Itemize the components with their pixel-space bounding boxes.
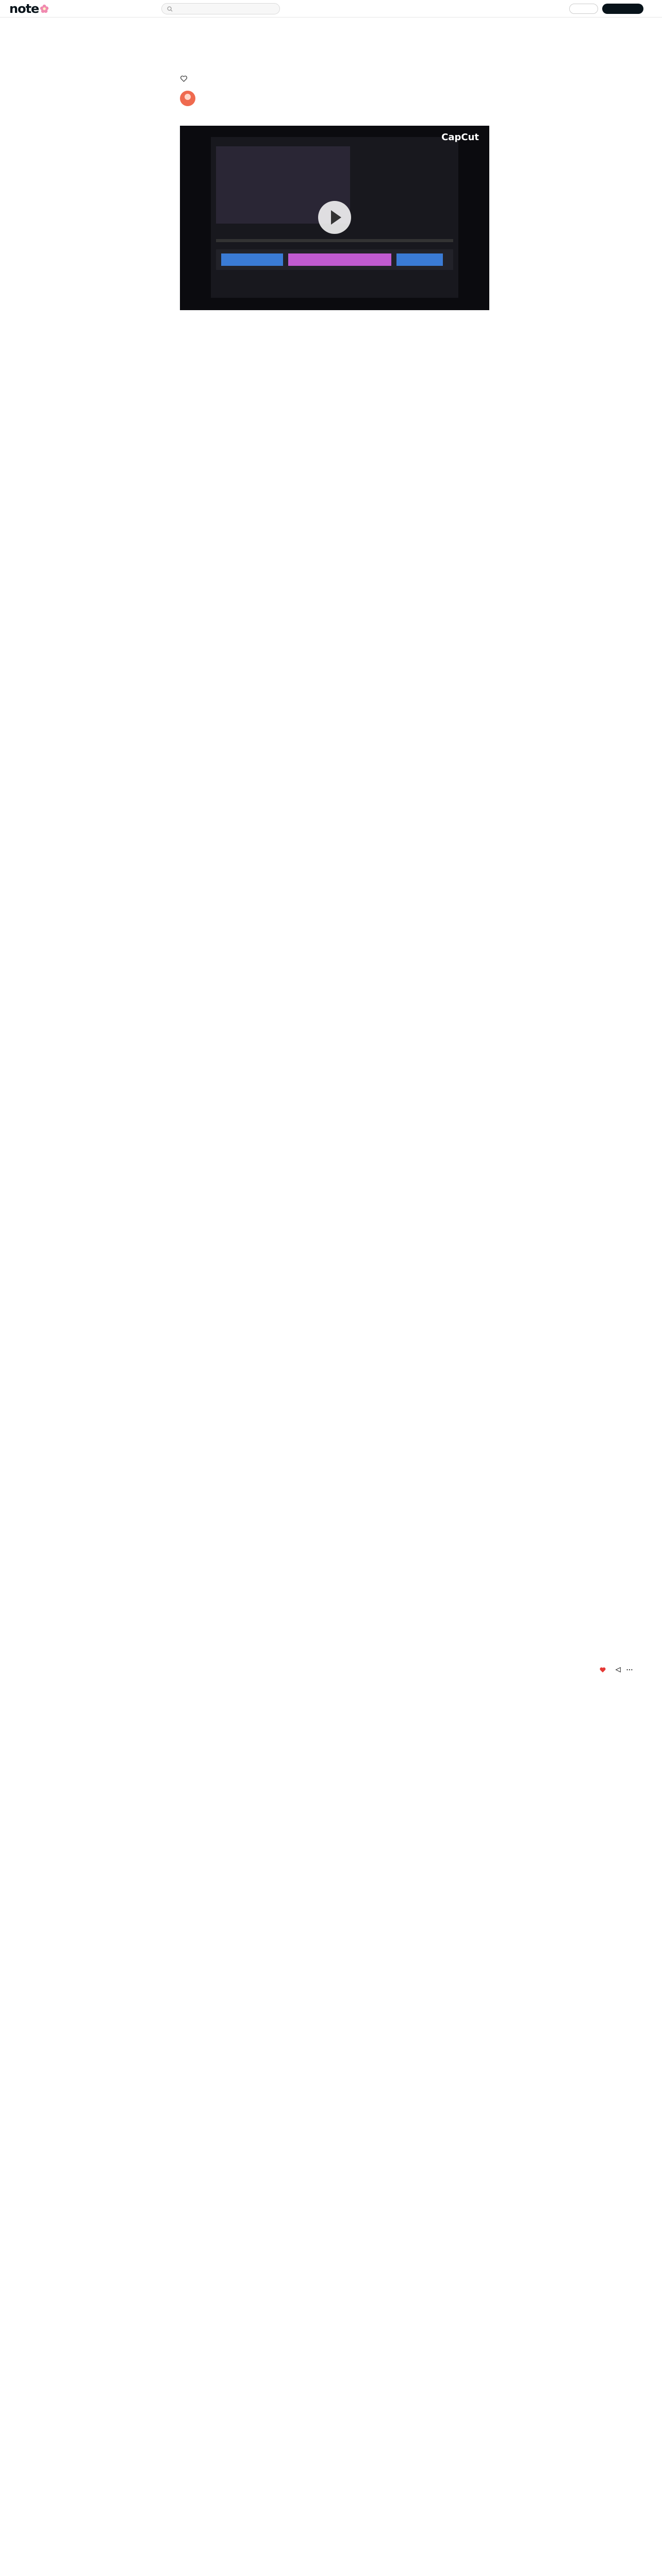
search-icon	[167, 6, 173, 12]
video-timeline	[216, 239, 453, 242]
search-box[interactable]	[161, 3, 280, 14]
login-button[interactable]	[569, 4, 598, 14]
cover-video[interactable]	[180, 126, 489, 310]
logo-text: note	[9, 2, 39, 16]
avatar[interactable]	[180, 91, 195, 106]
author-row	[180, 91, 489, 106]
more-icon[interactable]	[626, 1666, 633, 1673]
article	[180, 66, 489, 320]
heart-icon[interactable]	[180, 75, 188, 82]
signup-button[interactable]	[602, 4, 643, 14]
search-input[interactable]	[176, 6, 274, 12]
note-logo[interactable]	[9, 3, 49, 15]
share-icon[interactable]	[615, 1666, 622, 1673]
side-actions	[599, 1666, 633, 1673]
video-tracks	[216, 249, 453, 270]
play-icon[interactable]	[318, 201, 351, 234]
top-header	[0, 0, 662, 18]
flower-icon	[40, 4, 49, 13]
heart-filled-icon[interactable]	[599, 1666, 606, 1673]
likes-row	[180, 73, 489, 83]
capcut-logo: CapCut	[441, 132, 479, 143]
